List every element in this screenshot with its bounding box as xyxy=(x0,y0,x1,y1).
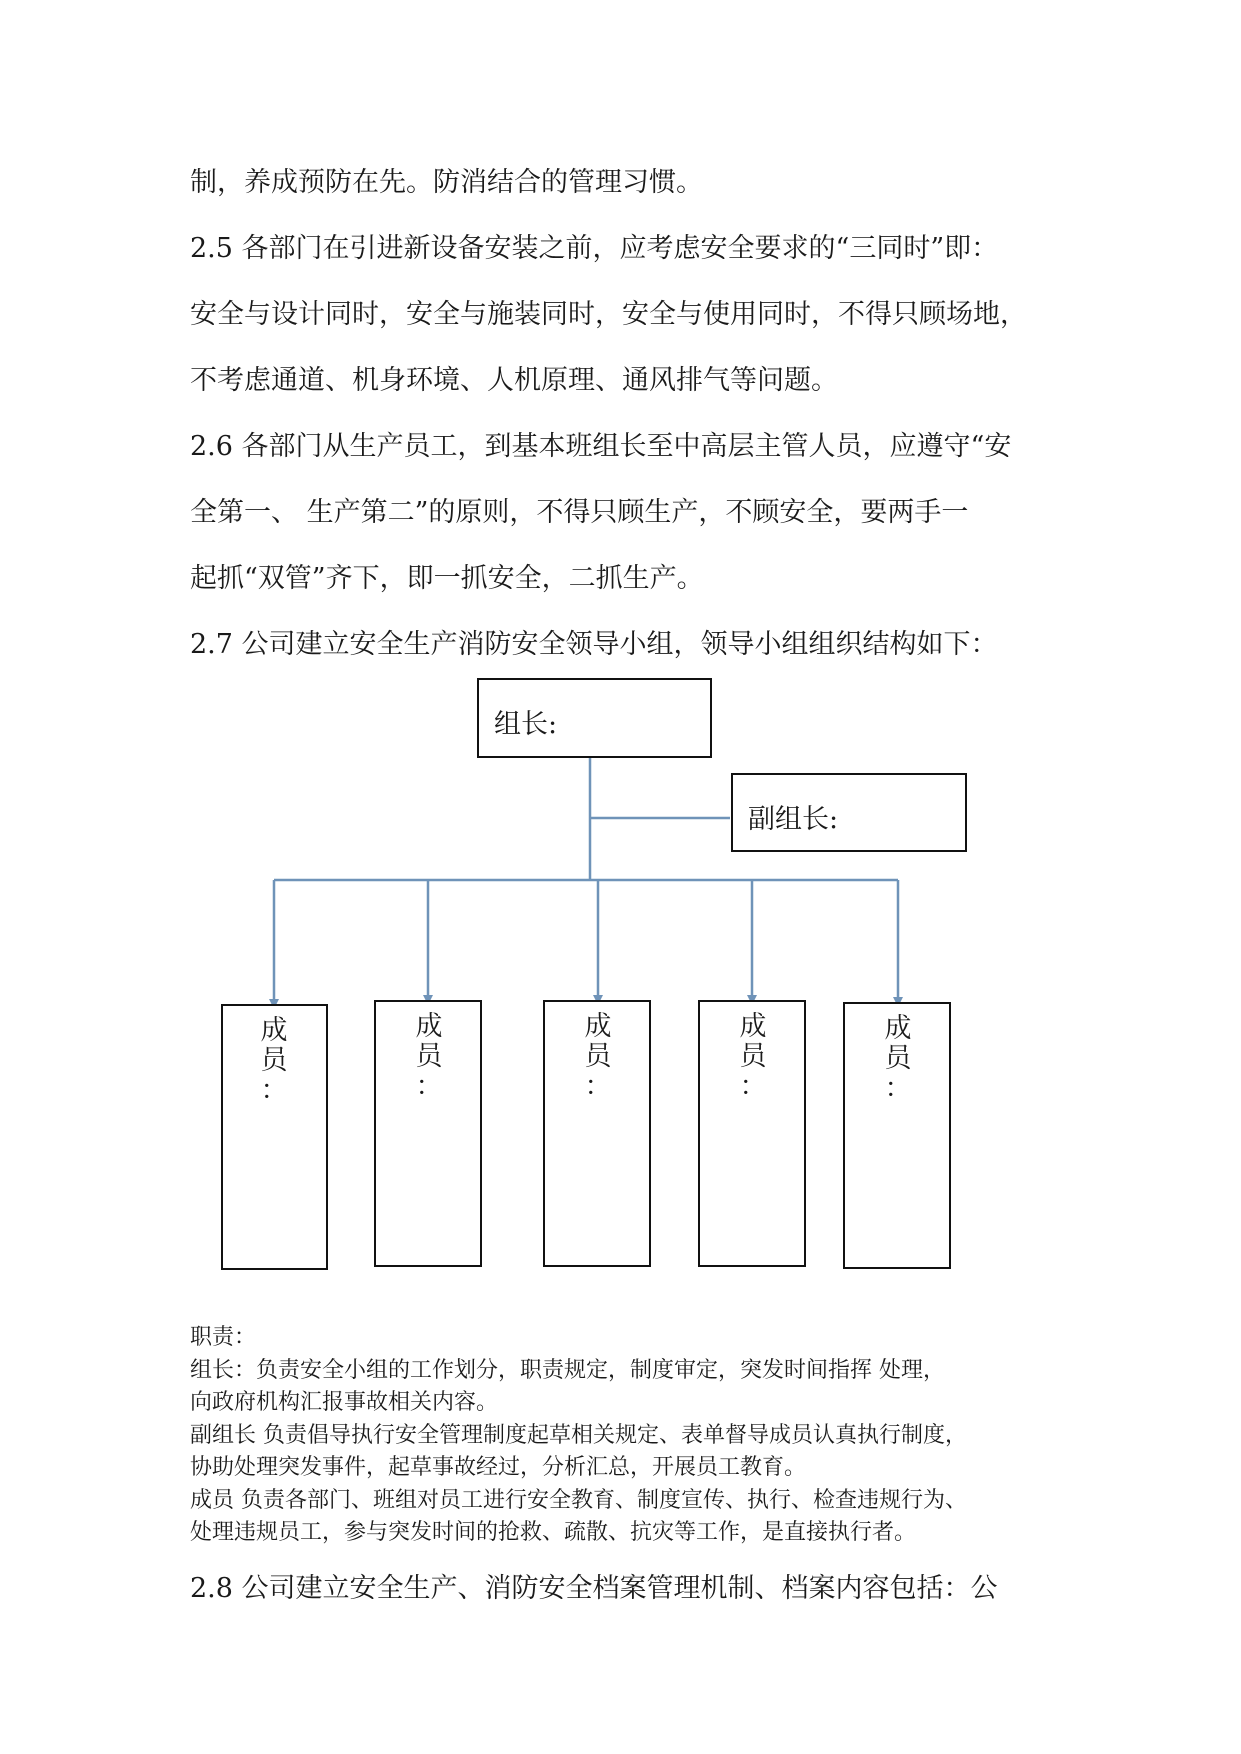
duties-line: 向政府机构汇报事故相关内容。 xyxy=(190,1390,499,1415)
paragraph-line-3: 安全与设计同时，安全与施装同时，安全与使用同时，不得只顾场地， xyxy=(190,299,1027,330)
duties-line: 副组长 负责倡导执行安全管理制度起草相关规定、表单督导成员认真执行制度， xyxy=(190,1422,967,1448)
duties-line: 成员 负责各部门、班组对员工进行安全教育、制度宣传、执行、检查违规行为、 xyxy=(190,1487,967,1513)
member-box xyxy=(698,1000,806,1267)
duties-heading: 职责： xyxy=(190,1325,257,1350)
member-char: ： xyxy=(884,1073,912,1104)
paragraph-line-7: 起抓“双管”齐下，即一抓安全，二抓生产。 xyxy=(190,563,704,594)
deputy-label: 副组长: xyxy=(748,804,839,835)
member-char: 成 xyxy=(415,1011,443,1042)
member-char: ： xyxy=(584,1071,612,1102)
member-char: ： xyxy=(739,1071,767,1102)
duties-section xyxy=(190,1322,1070,1550)
member-char: 员 xyxy=(584,1041,612,1072)
member-char: 成 xyxy=(584,1011,612,1042)
paragraph-line-2: 2.5 各部门在引进新设备安装之前，应考虑安全要求的“三同时”即： xyxy=(190,233,999,264)
duties-line: 处理违规员工，参与突发时间的抢救、疏散、抗灾等工作，是直接执行者。 xyxy=(190,1520,917,1545)
member-box xyxy=(374,1000,482,1267)
paragraph-line-5: 2.6 各部门从生产员工，到基本班组长至中高层主管人员，应遵守“安 xyxy=(190,431,1012,462)
leader-label: 组长: xyxy=(494,709,558,740)
member-char: 成 xyxy=(884,1013,912,1044)
member-char: 员 xyxy=(884,1043,912,1074)
member-char: 员 xyxy=(260,1045,288,1076)
member-box xyxy=(543,1000,651,1267)
member-char: 员 xyxy=(415,1041,443,1072)
member-char: ： xyxy=(260,1075,288,1106)
duties-line: 组长：负责安全小组的工作划分，职责规定，制度审定，突发时间指挥 处理， xyxy=(190,1357,945,1383)
member-char: 成 xyxy=(739,1011,767,1042)
deputy-box xyxy=(731,773,967,852)
member-box xyxy=(221,1004,328,1270)
paragraph-line-8: 2.7 公司建立安全生产消防安全领导小组，领导小组组织结构如下： xyxy=(190,629,998,660)
paragraph-line-1: 制，养成预防在先。防消结合的管理习惯。 xyxy=(190,167,703,198)
member-char: 员 xyxy=(739,1041,767,1072)
member-box xyxy=(843,1002,951,1269)
duties-line: 协助处理突发事件，起草事故经过，分析汇总，开展员工教育。 xyxy=(190,1455,807,1480)
paragraph-line-4: 不考虑通道、机身环境、人机原理、通风排气等问题。 xyxy=(190,365,838,396)
paragraph-line-last: 2.8 公司建立安全生产、消防安全档案管理机制、档案内容包括：公 xyxy=(190,1573,998,1604)
leader-box xyxy=(477,678,712,758)
paragraph-line-6: 全第一、 生产第二”的原则，不得只顾生产，不顾安全，要两手一 xyxy=(190,497,969,528)
member-char: ： xyxy=(415,1071,443,1102)
member-char: 成 xyxy=(260,1015,288,1046)
